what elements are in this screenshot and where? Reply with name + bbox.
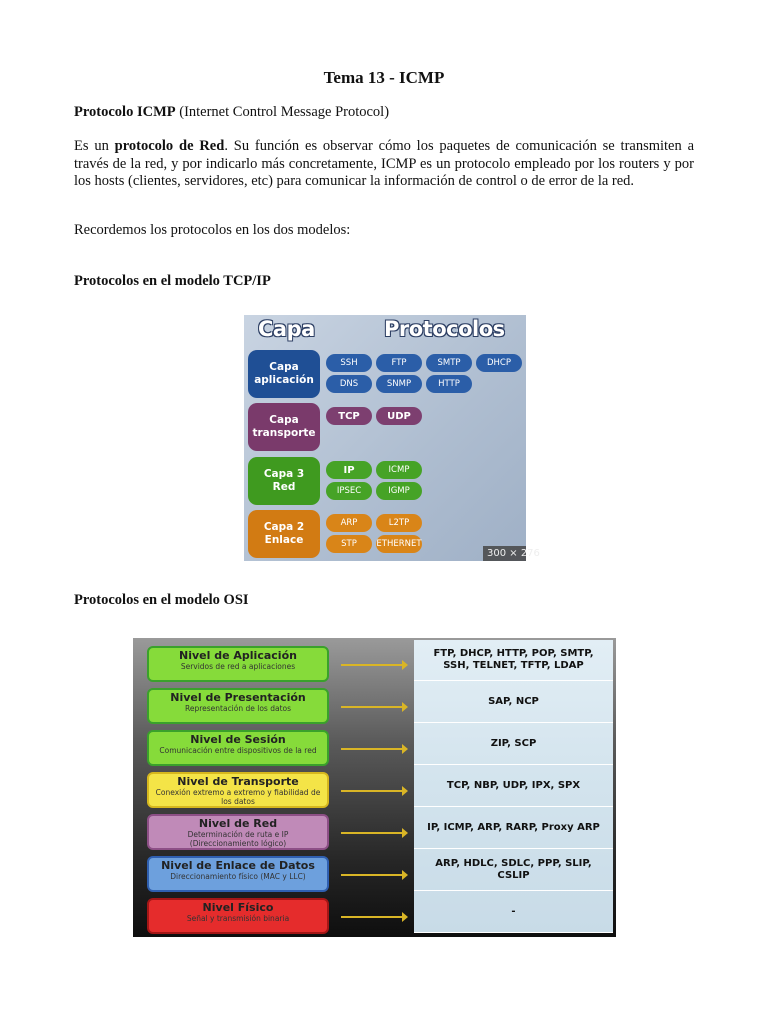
protocol-label — [74, 104, 694, 122]
tcpip-layer-4: Capa 2 Enlace — [248, 510, 320, 558]
intro-part-1: Es un — [74, 138, 115, 154]
tcpip-figure — [244, 315, 540, 561]
tcpip-protocol-igmp: IGMP — [376, 482, 422, 500]
osi-level-1 — [147, 646, 329, 682]
heading-osi: Protocolos en el modelo OSI — [74, 592, 249, 608]
osi-level-description: Direccionamiento físico (MAC y LLC) — [170, 872, 306, 881]
intro-paragraph — [74, 138, 694, 191]
osi-level-name: Nivel de Transporte — [177, 775, 299, 788]
arrow-icon — [341, 706, 405, 708]
osi-level-name: Nivel Físico — [202, 901, 274, 914]
arrow-icon — [341, 790, 405, 792]
tcpip-protocol-udp: UDP — [376, 407, 422, 425]
tcpip-protocol-tcp: TCP — [326, 407, 372, 425]
osi-level-description: Conexión extremo a extremo y fiabilidad de los datos — [155, 788, 321, 806]
osi-level-protocols: - — [414, 892, 613, 933]
osi-level-protocols: ARP, HDLC, SDLC, PPP, SLIP, CSLIP — [414, 850, 613, 891]
tcpip-protocol-dns: DNS — [326, 375, 372, 393]
osi-level-4 — [147, 772, 329, 808]
osi-level-protocols: IP, ICMP, ARP, RARP, Proxy ARP — [414, 808, 613, 849]
page-title: Tema 13 - ICMP — [323, 68, 445, 87]
arrow-icon — [341, 748, 405, 750]
tcpip-protocol-ssh: SSH — [326, 354, 372, 372]
arrow-icon — [341, 832, 405, 834]
protocol-label-bold: Protocolo ICMP — [74, 104, 176, 120]
tcpip-protocol-icmp: ICMP — [376, 461, 422, 479]
osi-level-description: Señal y transmisión binaria — [186, 914, 290, 923]
arrow-icon — [341, 664, 405, 666]
tcpip-protocol-ethernet: ETHERNET — [376, 535, 422, 553]
osi-level-protocols: FTP, DHCP, HTTP, POP, SMTP, SSH, TELNET, TFTP, LDAP — [414, 640, 613, 681]
osi-level-description: Servidos de red a aplicaciones — [180, 662, 296, 671]
tcpip-protocol-smtp: SMTP — [426, 354, 472, 372]
arrow-icon — [341, 916, 405, 918]
tcpip-protocol-http: HTTP — [426, 375, 472, 393]
recap-paragraph: Recordemos los protocolos en los dos modelos: — [74, 222, 351, 238]
osi-level-name: Nivel de Sesión — [190, 733, 286, 746]
tcpip-layer-1: Capa aplicación — [248, 350, 320, 398]
tcpip-layer-3: Capa 3 Red — [248, 457, 320, 505]
tcpip-protocol-stp: STP — [326, 535, 372, 553]
osi-level-protocols: ZIP, SCP — [414, 724, 613, 765]
osi-level-5 — [147, 814, 329, 850]
osi-level-description: Representación de los datos — [184, 704, 292, 713]
intro-bold: protocolo de Red — [114, 138, 225, 154]
osi-level-2 — [147, 688, 329, 724]
osi-level-description: Comunicación entre dispositivos de la red — [159, 746, 317, 755]
tcpip-header-layer: Capa — [258, 317, 315, 341]
tcpip-header-protocols: Protocolos — [384, 317, 505, 341]
osi-level-name: Nivel de Enlace de Datos — [161, 859, 315, 872]
intro-part-2: . Su función es observar cómo los paquetes de comunicación se transmiten a través de la red, y por indicarlo más concretamente, ICMP es un protocolo empleado por los routers y por los hosts (clientes, servidores, etc) para comunicar la información de control o de error de la red. — [74, 138, 695, 189]
osi-figure — [133, 638, 616, 937]
tcpip-protocol-ip: IP — [326, 461, 372, 479]
osi-level-protocols: TCP, NBP, UDP, IPX, SPX — [414, 766, 613, 807]
osi-level-name: Nivel de Aplicación — [179, 649, 297, 662]
tcpip-protocol-snmp: SNMP — [376, 375, 422, 393]
tcpip-protocol-dhcp: DHCP — [476, 354, 522, 372]
osi-level-6 — [147, 856, 329, 892]
osi-level-protocols: SAP, NCP — [414, 682, 613, 723]
heading-tcpip: Protocolos en el modelo TCP/IP — [74, 273, 271, 289]
tcpip-protocol-ftp: FTP — [376, 354, 422, 372]
osi-level-7 — [147, 898, 329, 934]
tcpip-protocol-ipsec: IPSEC — [326, 482, 372, 500]
tcpip-layer-2: Capa transporte — [248, 403, 320, 451]
osi-level-3 — [147, 730, 329, 766]
protocol-label-rest: (Internet Control Message Protocol) — [175, 104, 390, 120]
tcpip-protocol-arp: ARP — [326, 514, 372, 532]
image-size-watermark: 300 × 276 — [483, 546, 526, 561]
osi-level-name: Nivel de Presentación — [170, 691, 306, 704]
osi-level-name: Nivel de Red — [198, 817, 278, 830]
osi-level-description: Determinación de ruta e IP (Direccionamiento lógico) — [187, 830, 289, 848]
tcpip-protocol-l2tp: L2TP — [376, 514, 422, 532]
arrow-icon — [341, 874, 405, 876]
